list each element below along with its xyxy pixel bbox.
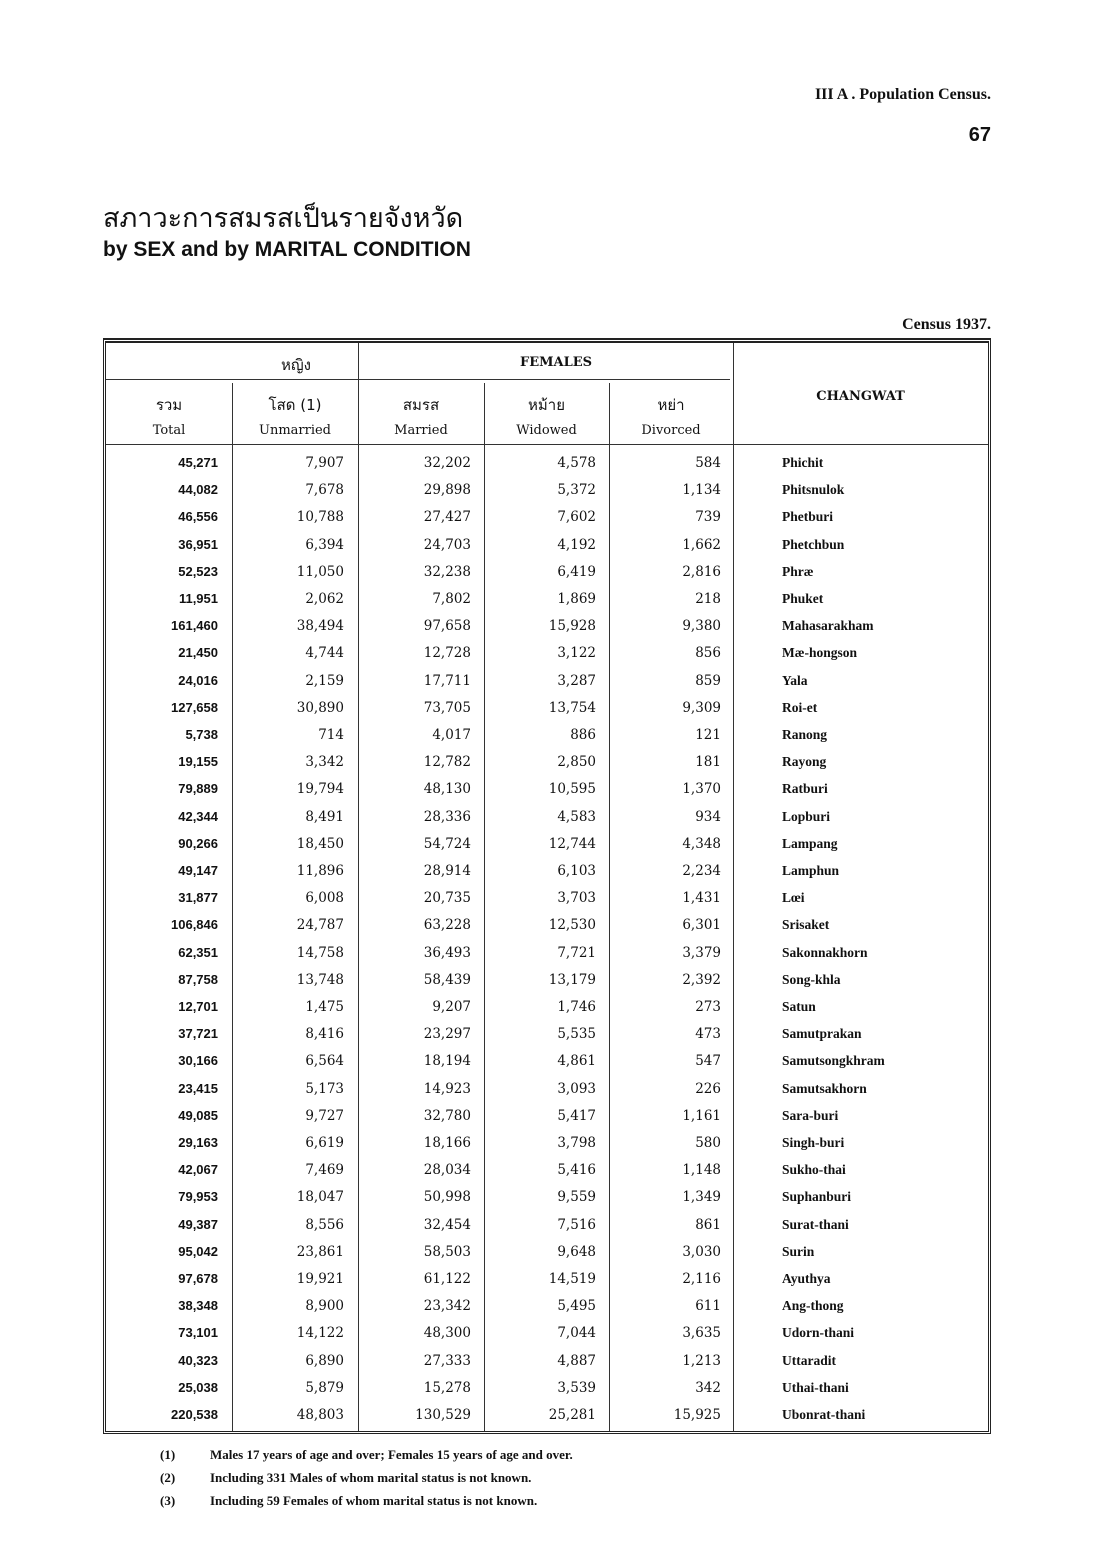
cell-married: 48,130 (423, 781, 471, 798)
cell-married: 4,017 (432, 727, 471, 743)
cell-married: 58,503 (423, 1243, 471, 1260)
cell-unmarried: 6,890 (305, 1352, 344, 1369)
cell-total: 127,658 (171, 699, 218, 715)
cell-total: 40,323 (178, 1352, 218, 1368)
cell-changwat: Yala (782, 672, 808, 688)
cell-widowed: 9,559 (557, 1189, 596, 1206)
cell-changwat: Udorn-thani (782, 1325, 855, 1341)
cell-divorced: 2,234 (682, 863, 721, 879)
cell-total: 23,415 (178, 1080, 218, 1096)
cell-changwat: Sara-buri (782, 1107, 839, 1123)
cell-widowed: 886 (570, 727, 596, 743)
cell-total: 30,166 (178, 1053, 218, 1069)
cell-divorced: 2,392 (682, 971, 721, 988)
cell-total: 5,738 (185, 727, 218, 742)
table-row (106, 1162, 988, 1189)
cell-changwat: Song-khla (782, 971, 841, 987)
cell-changwat: Phichit (782, 455, 824, 470)
cell-married: 54,724 (423, 835, 471, 852)
cell-total: 45,271 (178, 455, 218, 470)
cell-married: 29,898 (423, 482, 471, 499)
cell-divorced: 1,431 (682, 890, 721, 907)
cell-unmarried: 19,921 (296, 1271, 344, 1287)
cell-divorced: 1,148 (682, 1162, 721, 1179)
cell-divorced: 1,370 (682, 781, 721, 798)
table-row (106, 455, 988, 482)
cell-changwat: Phuket (782, 591, 824, 606)
cell-unmarried: 6,619 (305, 1135, 344, 1151)
cell-married: 15,278 (423, 1379, 471, 1396)
cell-widowed: 5,495 (557, 1298, 596, 1315)
cell-married: 61,122 (423, 1271, 471, 1287)
cell-unmarried: 5,173 (305, 1080, 344, 1097)
footnote: (3) Including 59 Females of whom marital status is not known. (160, 1493, 538, 1508)
cell-total: 46,556 (178, 509, 218, 525)
cell-unmarried: 4,744 (305, 645, 344, 662)
table-row (106, 482, 988, 509)
cell-widowed: 13,754 (548, 699, 596, 716)
cell-total: 36,951 (178, 536, 218, 552)
cell-changwat: Samutsongkhram (782, 1053, 885, 1069)
cell-divorced: 547 (695, 1053, 721, 1070)
cell-changwat: Sakonnakhorn (782, 944, 868, 960)
cell-divorced: 9,309 (682, 699, 721, 716)
cell-divorced: 2,816 (682, 563, 721, 580)
cell-changwat: Phitsnulok (782, 482, 845, 498)
cell-changwat: Surat-thani (782, 1216, 849, 1232)
cell-total: 38,348 (178, 1298, 218, 1314)
cell-unmarried: 14,758 (296, 944, 344, 961)
cell-unmarried: 19,794 (296, 781, 344, 798)
cell-widowed: 7,516 (557, 1216, 596, 1233)
col-header-married: สมรส Married (394, 396, 448, 438)
cell-unmarried: 13,748 (296, 971, 344, 988)
footnote: (1) Males 17 years of age and over; Females 15 years of age and over. (160, 1447, 573, 1462)
cell-widowed: 12,530 (548, 917, 596, 934)
cell-divorced: 580 (695, 1135, 721, 1151)
cell-unmarried: 714 (318, 727, 344, 743)
cell-total: 25,038 (178, 1379, 218, 1395)
cell-divorced: 4,348 (682, 835, 721, 852)
cell-unmarried: 10,788 (296, 509, 344, 526)
cell-unmarried: 8,416 (305, 1026, 344, 1043)
table-row (106, 972, 988, 999)
cell-married: 27,427 (423, 509, 471, 526)
cell-widowed: 4,887 (557, 1352, 596, 1369)
cell-widowed: 12,744 (548, 835, 596, 852)
cell-divorced: 934 (695, 808, 721, 825)
cell-total: 106,846 (171, 917, 218, 933)
cell-married: 7,802 (432, 591, 471, 607)
table-row (106, 809, 988, 836)
cell-unmarried: 7,469 (305, 1162, 344, 1179)
table-row (106, 591, 988, 618)
cell-widowed: 25,281 (548, 1407, 596, 1423)
table-row (106, 754, 988, 781)
cell-changwat: Srisaket (782, 917, 830, 933)
cell-total: 12,701 (178, 999, 218, 1014)
cell-divorced: 1,161 (682, 1107, 721, 1124)
cell-unmarried: 30,890 (296, 699, 344, 716)
cell-changwat: Roi-et (782, 699, 818, 715)
cell-unmarried: 14,122 (296, 1325, 344, 1342)
cell-unmarried: 48,803 (296, 1407, 344, 1423)
cell-divorced: 1,349 (682, 1189, 721, 1206)
cell-unmarried: 11,050 (296, 563, 344, 580)
cell-unmarried: 38,494 (296, 618, 344, 635)
table-row (106, 781, 988, 808)
cell-unmarried: 5,879 (305, 1379, 344, 1396)
cell-married: 50,998 (423, 1189, 471, 1206)
table-row (106, 1353, 988, 1380)
cell-divorced: 15,925 (673, 1407, 721, 1423)
data-table (103, 338, 991, 1434)
cell-widowed: 9,648 (557, 1243, 596, 1260)
table-row (106, 1108, 988, 1135)
cell-unmarried: 6,394 (305, 536, 344, 553)
cell-total: 49,387 (178, 1216, 218, 1232)
cell-unmarried: 24,787 (296, 917, 344, 934)
cell-changwat: Mæ-hongson (782, 645, 858, 661)
cell-married: 97,658 (423, 618, 471, 635)
cell-changwat: Phetchbun (782, 536, 845, 552)
cell-unmarried: 2,062 (305, 591, 344, 607)
cell-married: 14,923 (423, 1080, 471, 1097)
cell-unmarried: 7,678 (305, 482, 344, 499)
table-row (106, 999, 988, 1026)
section-header: III A . Population Census. (814, 86, 991, 103)
table-row (106, 1244, 988, 1271)
table-row (106, 727, 988, 754)
page-number: 67 (968, 124, 991, 146)
cell-changwat: Ranong (782, 727, 828, 742)
cell-unmarried: 9,727 (305, 1107, 344, 1124)
cell-changwat: Ang-thong (782, 1298, 844, 1314)
cell-married: 63,228 (423, 917, 471, 934)
cell-widowed: 4,583 (557, 808, 596, 825)
cell-total: 95,042 (178, 1243, 218, 1259)
cell-married: 36,493 (423, 944, 471, 961)
cell-widowed: 5,535 (557, 1026, 596, 1043)
table-row (106, 1026, 988, 1053)
cell-widowed: 4,861 (557, 1053, 596, 1070)
cell-widowed: 3,703 (557, 890, 596, 907)
cell-changwat: Phræ (782, 563, 814, 579)
table-row (106, 890, 988, 917)
cell-widowed: 6,103 (557, 863, 596, 879)
cell-changwat: Sukho-thai (782, 1162, 846, 1178)
table-row (106, 1135, 988, 1162)
cell-changwat: Lamphun (782, 863, 840, 878)
cell-changwat: Samutsakhorn (782, 1080, 867, 1096)
cell-divorced: 9,380 (682, 618, 721, 635)
cell-married: 32,454 (423, 1216, 471, 1233)
cell-unmarried: 23,861 (296, 1243, 344, 1260)
footnote: (2) Including 331 Males of whom marital status is not known. (160, 1470, 532, 1485)
table-row (106, 673, 988, 700)
header-rule (106, 444, 988, 445)
cell-married: 24,703 (423, 536, 471, 553)
cell-total: 87,758 (178, 971, 218, 987)
cell-married: 27,333 (423, 1352, 471, 1369)
cell-divorced: 856 (695, 645, 721, 662)
cell-married: 23,342 (423, 1298, 471, 1315)
cell-changwat: Lopburi (782, 808, 831, 824)
cell-total: 31,877 (178, 890, 218, 906)
cell-divorced: 226 (695, 1080, 721, 1097)
census-label: Census 1937. (902, 316, 991, 333)
cell-divorced: 2,116 (682, 1271, 721, 1287)
cell-married: 32,202 (423, 455, 471, 471)
title-thai: สภาวะการสมรสเป็นรายจังหวัด (103, 203, 464, 234)
cell-widowed: 10,595 (548, 781, 596, 798)
cell-unmarried: 6,564 (305, 1053, 344, 1070)
cell-total: 62,351 (178, 944, 218, 960)
cell-unmarried: 8,556 (305, 1216, 344, 1233)
cell-married: 18,166 (423, 1135, 471, 1151)
cell-changwat: Phetburi (782, 509, 834, 525)
table-row (106, 1325, 988, 1352)
cell-widowed: 13,179 (548, 971, 596, 988)
cell-divorced: 861 (695, 1216, 721, 1233)
cell-unmarried: 18,047 (296, 1189, 344, 1206)
cell-unmarried: 2,159 (305, 672, 344, 689)
table-row (106, 1081, 988, 1108)
table-row (106, 509, 988, 536)
cell-changwat: Uttaradit (782, 1352, 836, 1368)
footnotes (160, 1443, 573, 1512)
table-row (106, 1407, 988, 1434)
cell-unmarried: 1,475 (305, 999, 344, 1015)
cell-divorced: 739 (695, 509, 721, 526)
cell-widowed: 1,746 (557, 999, 596, 1015)
cell-divorced: 611 (695, 1298, 721, 1315)
cell-widowed: 4,192 (557, 536, 596, 553)
cell-divorced: 3,030 (682, 1243, 721, 1260)
cell-married: 18,194 (423, 1053, 471, 1070)
cell-married: 23,297 (423, 1026, 471, 1043)
cell-divorced: 1,213 (682, 1352, 721, 1369)
cell-divorced: 859 (695, 672, 721, 689)
cell-widowed: 3,539 (557, 1379, 596, 1396)
col-header-widowed: หม้าย Widowed (516, 396, 577, 438)
cell-married: 12,728 (423, 645, 471, 662)
cell-divorced: 273 (695, 999, 721, 1015)
cell-divorced: 181 (695, 754, 721, 771)
cell-married: 130,529 (415, 1407, 471, 1423)
cell-married: 17,711 (423, 672, 471, 689)
cell-changwat: Suphanburi (782, 1189, 852, 1205)
cell-widowed: 4,578 (557, 455, 596, 471)
cell-married: 28,336 (423, 808, 471, 825)
col-header-total: รวม Total (152, 396, 186, 438)
cell-changwat: Lœi (782, 890, 805, 906)
cell-changwat: Samutprakan (782, 1026, 862, 1042)
cell-married: 12,782 (423, 754, 471, 771)
cell-unmarried: 18,450 (296, 835, 344, 852)
cell-changwat: Lampang (782, 835, 838, 851)
table-row (106, 917, 988, 944)
table-row (106, 1217, 988, 1244)
table-row (106, 537, 988, 564)
cell-divorced: 6,301 (682, 917, 721, 934)
cell-total: 79,889 (178, 781, 218, 797)
cell-unmarried: 7,907 (305, 455, 344, 471)
col-header-unmarried: โสด (1) Unmarried (258, 396, 331, 438)
cell-changwat: Ratburi (782, 781, 828, 797)
table-row (106, 618, 988, 645)
cell-married: 28,914 (423, 863, 471, 879)
cell-total: 37,721 (178, 1026, 218, 1042)
table-row (106, 863, 988, 890)
cell-total: 73,101 (178, 1325, 218, 1341)
cell-changwat: Ubonrat-thani (782, 1407, 866, 1422)
cell-divorced: 584 (695, 455, 721, 471)
cell-widowed: 1,869 (557, 591, 596, 607)
cell-widowed: 6,419 (557, 563, 596, 580)
table-row (106, 645, 988, 672)
cell-widowed: 3,287 (557, 672, 596, 689)
cell-married: 48,300 (423, 1325, 471, 1342)
cell-total: 49,147 (178, 863, 218, 878)
cell-divorced: 3,635 (682, 1325, 721, 1342)
cell-unmarried: 3,342 (305, 754, 344, 771)
cell-married: 20,735 (423, 890, 471, 907)
cell-total: 220,538 (171, 1407, 218, 1422)
cell-total: 90,266 (178, 835, 218, 851)
cell-divorced: 1,662 (682, 536, 721, 553)
group-label-en: FEMALES (519, 355, 593, 370)
cell-total: 79,953 (178, 1189, 218, 1205)
cell-widowed: 5,417 (557, 1107, 596, 1124)
col-header-divorced: หย่า Divorced (641, 396, 701, 438)
cell-divorced: 3,379 (682, 944, 721, 961)
cell-widowed: 5,416 (557, 1162, 596, 1179)
cell-unmarried: 6,008 (305, 890, 344, 907)
table-row (106, 836, 988, 863)
cell-changwat: Mahasarakham (782, 618, 874, 634)
table-row (106, 564, 988, 591)
cell-total: 21,450 (178, 645, 218, 661)
table-row (106, 945, 988, 972)
cell-total: 29,163 (178, 1135, 218, 1150)
cell-widowed: 2,850 (557, 754, 596, 771)
cell-unmarried: 11,896 (296, 863, 344, 879)
cell-married: 32,780 (423, 1107, 471, 1124)
group-label-thai: หญิง (281, 356, 311, 374)
cell-widowed: 3,798 (557, 1135, 596, 1151)
cell-widowed: 7,602 (557, 509, 596, 526)
table-row (106, 1189, 988, 1216)
cell-unmarried: 8,491 (305, 808, 344, 825)
cell-total: 42,344 (178, 808, 218, 824)
table-row (106, 1298, 988, 1325)
cell-married: 9,207 (432, 999, 471, 1015)
cell-total: 11,951 (178, 591, 218, 606)
cell-changwat: Ayuthya (782, 1271, 831, 1286)
cell-total: 44,082 (178, 482, 218, 498)
cell-divorced: 342 (695, 1379, 721, 1396)
cell-widowed: 5,372 (557, 482, 596, 499)
cell-total: 97,678 (178, 1271, 218, 1286)
cell-married: 32,238 (423, 563, 471, 580)
cell-changwat: Singh-buri (782, 1135, 845, 1150)
cell-divorced: 1,134 (682, 482, 721, 499)
cell-changwat: Satun (782, 999, 816, 1014)
cell-total: 52,523 (178, 563, 218, 579)
cell-widowed: 3,093 (557, 1080, 596, 1097)
cell-changwat: Uthai-thani (782, 1379, 849, 1395)
cell-divorced: 218 (695, 591, 721, 607)
cell-changwat: Rayong (782, 754, 827, 770)
col-header-changwat: CHANGWAT (816, 389, 905, 404)
cell-widowed: 14,519 (548, 1271, 596, 1287)
cell-widowed: 15,928 (548, 618, 596, 635)
table-row (106, 1271, 988, 1298)
cell-total: 42,067 (178, 1162, 218, 1178)
table-row (106, 700, 988, 727)
title-english: by SEX and by MARITAL CONDITION (103, 238, 471, 261)
cell-widowed: 7,044 (557, 1325, 596, 1342)
cell-widowed: 3,122 (557, 645, 596, 662)
cell-changwat: Surin (782, 1243, 815, 1259)
cell-total: 24,016 (178, 672, 218, 688)
table-row (106, 1380, 988, 1407)
cell-unmarried: 8,900 (305, 1298, 344, 1315)
cell-total: 19,155 (178, 754, 218, 770)
cell-widowed: 7,721 (557, 944, 596, 961)
cell-married: 28,034 (423, 1162, 471, 1179)
cell-divorced: 121 (695, 727, 721, 743)
group-rule (106, 379, 730, 380)
cell-total: 161,460 (171, 618, 218, 634)
cell-married: 73,705 (423, 699, 471, 716)
cell-total: 49,085 (178, 1107, 218, 1123)
cell-married: 58,439 (423, 971, 471, 988)
cell-divorced: 473 (695, 1026, 721, 1043)
table-row (106, 1053, 988, 1080)
